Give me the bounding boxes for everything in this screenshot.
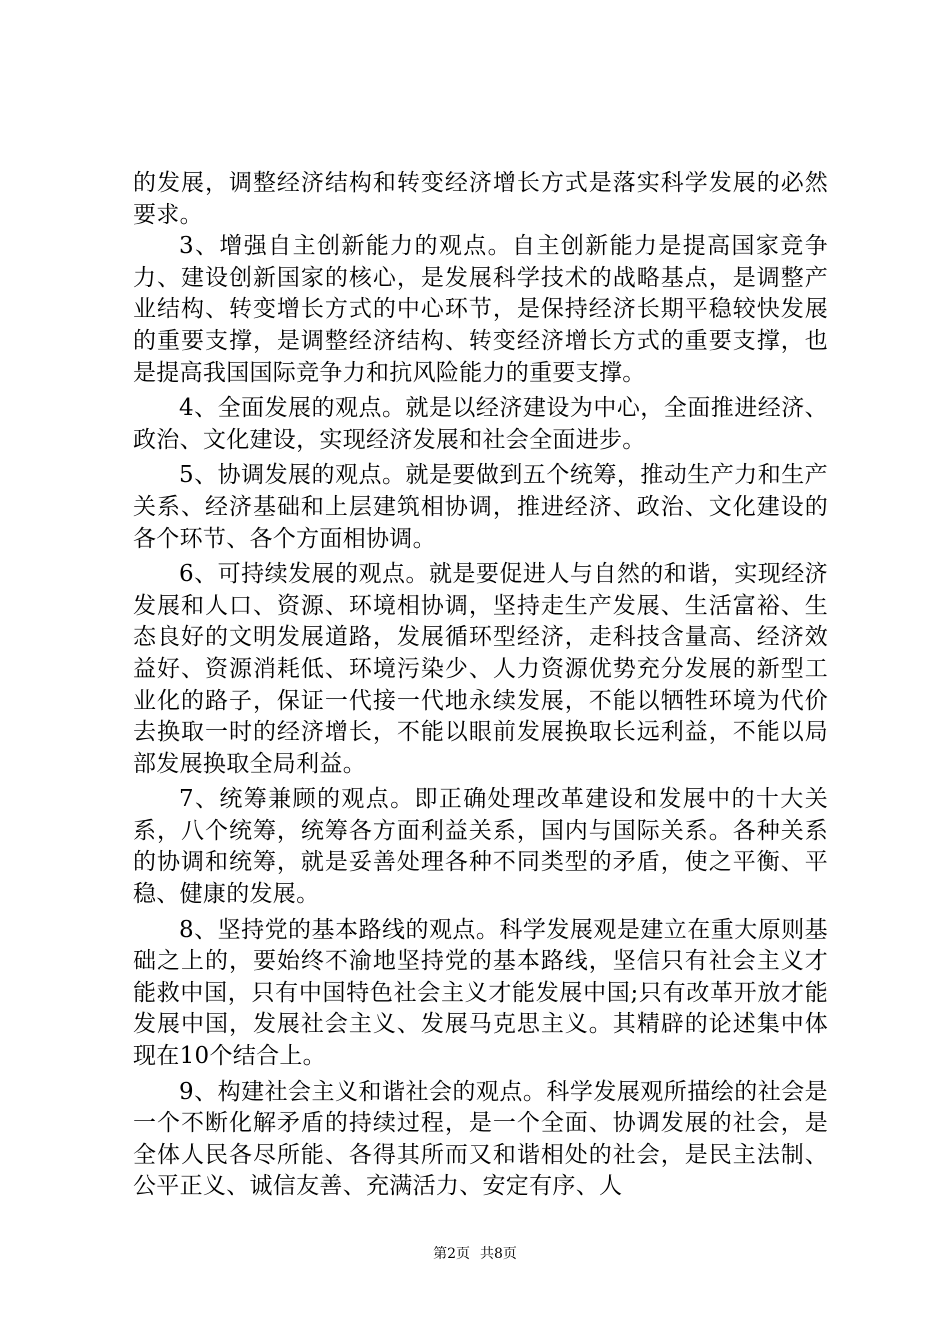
paragraph-point-5: 5、协调发展的观点。就是要做到五个统筹，推动生产力和生产关系、经济基础和上层建筑相协调，推进经济、政治、文化建设的各个环节、各个方面相协调。 — [133, 462, 828, 552]
paragraph-point-4: 4、全面发展的观点。就是以经济建设为中心，全面推进经济、政治、文化建设，实现经济发展和社会全面进步。 — [133, 395, 828, 453]
paragraph-point-9: 9、构建社会主义和谐社会的观点。科学发展观所描绘的社会是一个不断化解矛盾的持续过程，是一个全面、协调发展的社会，是全体人民各尽所能、各得其所而又和谐相处的社会，是民主法制、公平正义、诚信友善、充满活力、安定有序、人 — [133, 1078, 828, 1200]
paragraph-point-3: 3、增强自主创新能力的观点。自主创新能力是提高国家竞争力、建设创新国家的核心，是发展科学技术的战略基点，是调整产业结构、转变增长方式的中心环节，是保持经济长期平稳较快发展的重要支撑，是调整经济结构、转变经济增长方式的重要支撑，也是提高我国国际竞争力和抗风险能力的重要支撑。 — [133, 233, 828, 386]
page-total: 共8页 — [480, 1246, 517, 1262]
paragraph-continuation: 的发展，调整经济结构和转变经济增长方式是落实科学发展的必然要求。 — [133, 170, 828, 228]
paragraph-point-6: 6、可持续发展的观点。就是要促进人与自然的和谐，实现经济发展和人口、资源、环境相协调，坚持走生产发展、生活富裕、生态良好的文明发展道路，发展循环型经济，走科技含量高、经济效益好、资源消耗低、环境污染少、人力资源优势充分发展的新型工业化的路子，保证一代接一代地永续发展，不能以牺牲环境为代价去换取一时的经济增长，不能以眼前发展换取长远利益，不能以局部发展换取全局利益。 — [133, 561, 828, 777]
paragraph-point-8: 8、坚持党的基本路线的观点。科学发展观是建立在重大原则基础之上的，要始终不渝地坚持党的基本路线，坚信只有社会主义才能救中国，只有中国特色社会主义才能发展中国;只有改革开放才能发展中国，发展社会主义、发展马克思主义。其精辟的论述集中体现在10个结合上。 — [133, 916, 828, 1070]
page-number: 第2页 — [433, 1246, 470, 1262]
paragraph-point-7: 7、统筹兼顾的观点。即正确处理改革建设和发展中的十大关系，八个统筹，统筹各方面利益关系，国内与国际关系。各种关系的协调和统筹，就是妥善处理各种不同类型的矛盾，使之平衡、平稳、健康的发展。 — [133, 786, 828, 908]
document-body — [133, 168, 828, 1203]
page-footer — [0, 1244, 950, 1264]
